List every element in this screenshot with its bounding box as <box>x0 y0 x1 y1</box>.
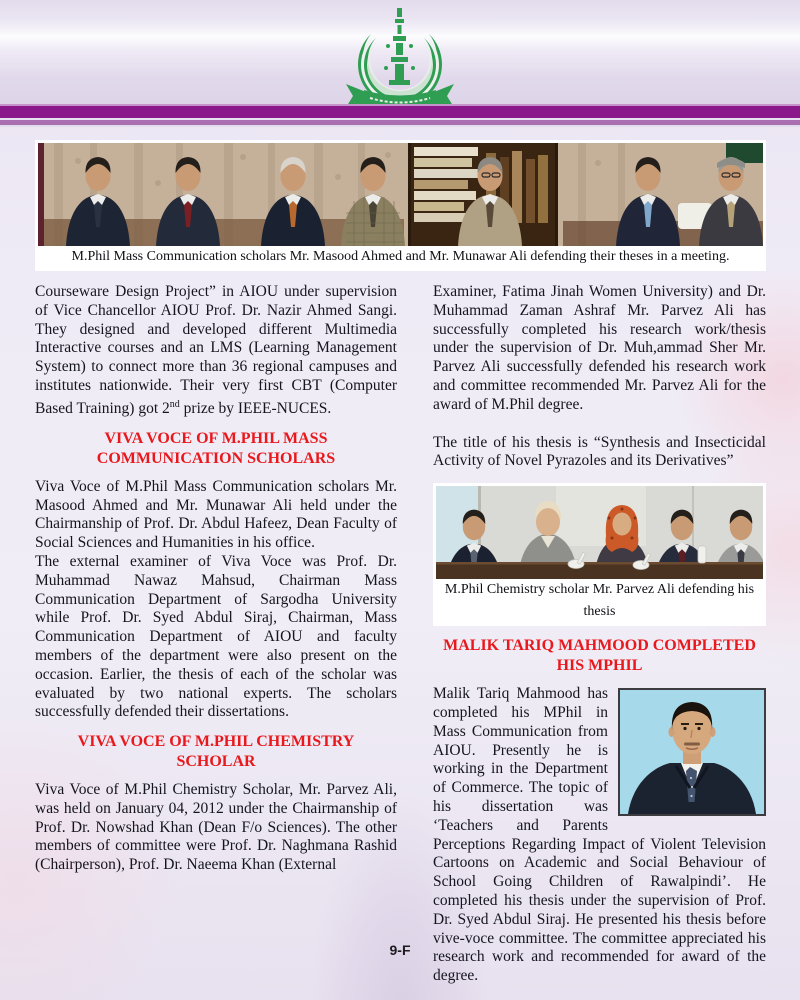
intro-text: Courseware Design Project” in AIOU under supervision of Vice Chancellor AIOU Prof. Dr. Nazir Ahmed Sangi. They designed and developed different Multimedia Interactive courses and an LMS (Learning Management System) to connect more than 36 regional campuses and institutes nationwide. Their very first CBT (Computer Based Training) got 2 <box>35 283 397 417</box>
heading-viva-chemistry: VIVA VOCE OF M.PHIL CHEMISTRY SCHOLAR <box>77 733 355 771</box>
right-column <box>433 283 766 986</box>
malik-paragraph: Malik Tariq Mahmood has completed his MPhil in Mass Communication from AIOU. Presently he is working in the Department of Commerce. The topic of his dissertation was ‘Teachers and Parents Perceptions Regarding Impact of Violent Television Cartoons on Academic and Social Behaviour of School Going Children of Rawalpindi’. He completed his thesis under the supervision of Prof. Dr. Syed Abdul Siraj. He presented his thesis before vive-voce committee. The committee appreciated his research work and recommended for award of the degree. <box>433 685 766 985</box>
malik-article <box>433 685 766 986</box>
malik-portrait-photo <box>618 688 766 816</box>
viva-mass-paragraph-2: The external examiner of Viva Voce was Prof. Dr. Muhammad Nawaz Mahsud, Chairman Mass Communication Department of Sargodha University while Prof. Dr. Syed Abdul Siraj, Chairman, Mass Communication Department of AIOU and faculty members of the department were also present on the occasion. Earlier, the thesis of each of the scholar was evaluated by two national experts. The scholars successfully defended their dissertations. <box>35 552 397 721</box>
intro-paragraph <box>35 283 397 419</box>
page-number: 9-F <box>389 942 411 958</box>
chemistry-photo-illustration <box>436 486 763 579</box>
top-photo-caption: M.Phil Mass Communication scholars Mr. Masood Ahmed and Mr. Munawar Ali defending their theses in a meeting. <box>38 246 763 268</box>
meeting-photo-illustration <box>38 143 763 246</box>
heading-malik-mphil: MALIK TARIQ MAHMOOD COMPLETED HIS MPHIL <box>443 637 756 675</box>
viva-mass-paragraph-1: Viva Voce of M.Phil Mass Communication scholars Mr. Masood Ahmed and Mr. Munawar Ali held under the Chairmanship of Prof. Dr. Abdul Hafeez, Dean Faculty of Social Sciences and Humanities in his office. <box>35 477 397 552</box>
intro-text-end: prize by IEEE-NUCES. <box>179 399 332 417</box>
heading-viva-mass: VIVA VOCE OF M.PHIL MASS COMMUNICATION SCHOLARS <box>96 429 336 467</box>
chemistry-photo-figure <box>433 483 766 626</box>
header-divider-rule <box>0 102 800 128</box>
page-header <box>0 0 800 127</box>
thesis-title-paragraph: The title of his thesis is “Synthesis and Insecticidal Activity of Novel Pyrazoles and its Derivatives” <box>433 433 766 470</box>
malik-portrait-illustration <box>620 690 764 814</box>
left-column <box>35 283 397 986</box>
intro-ordinal-sup: nd <box>169 398 180 410</box>
article-columns <box>35 283 766 986</box>
chemistry-photo-caption: M.Phil Chemistry scholar Mr. Parvez Ali defending his thesis <box>436 579 763 623</box>
viva-chemistry-paragraph: Viva Voce of M.Phil Chemistry Scholar, Mr. Parvez Ali, was held on January 04, 2012 under the Chairmanship of Prof. Dr. Nowshad Khan (Dean F/o Sciences). The other members of committee were Prof. Dr. Naghmana Rashid (Chairperson), Prof. Dr. Naeema Khan (External <box>35 781 397 874</box>
top-photo-figure <box>35 140 766 271</box>
viva-chemistry-continuation: Examiner, Fatima Jinah Women University) and Dr. Muhammad Zaman Ashraf Mr. Parvez Ali has successfully completed his research work/thesis under the supervision of Dr. Muh,ammad Sher Mr. Parvez Ali successfully defended his research work and committee recommended Mr. Parvez Ali for the award of M.Phil degree. <box>433 283 766 413</box>
